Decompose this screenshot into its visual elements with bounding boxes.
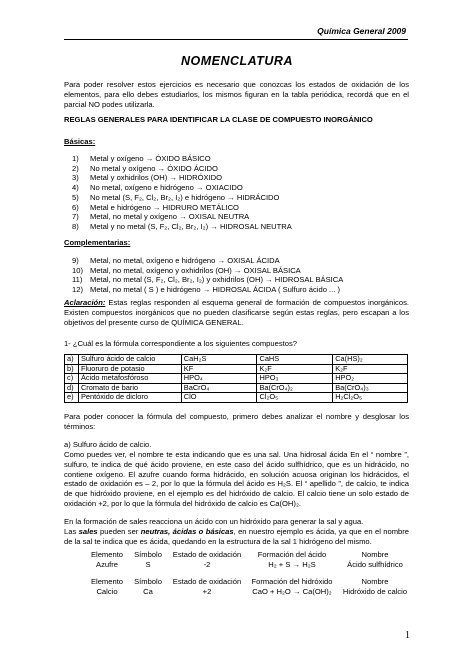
mini-header: Nombre: [361, 577, 389, 586]
rule-text: Metal y no metal (S, F₂, Cl₂, Br₂, I₂) → HIDROSAL NEUTRA: [90, 221, 292, 231]
formula-option[interactable]: BaCrO₄: [181, 383, 257, 393]
rule-text: No metal y oxígeno → ÓXIDO ÁCIDO: [90, 163, 218, 173]
mini-value: Azufre: [96, 560, 118, 569]
note-text: Estas reglas responden al esquema general de formación de compuestos inorgánicos. Existen compuestos inorgánicos que no pueden clasificarse según estas reglas, pero escapan a los objetivos del presente curso de QUÍMICA GENERAL.: [64, 298, 409, 327]
header-rule: [64, 39, 408, 40]
mini-value: Calcio: [96, 587, 118, 596]
row-letter: c): [65, 374, 79, 384]
mini-value: Hidróxido de calcio: [342, 587, 408, 596]
rule-item: [72, 154, 412, 164]
mini-header: Elemento: [90, 550, 124, 559]
rule-text: Metal, no metal, oxígeno y oxhidrilos (OH) → OXISAL BÁSICA: [90, 265, 301, 275]
mini-header: Estado de oxidación: [172, 577, 242, 586]
rules-heading: REGLAS GENERALES PARA IDENTIFICAR LA CLASE DE COMPUESTO INORGÁNICO: [64, 115, 373, 124]
formula-option[interactable]: KF: [181, 364, 257, 374]
rule-number: 5): [72, 192, 79, 202]
row-letter: d): [65, 383, 79, 393]
rule-item: [72, 212, 412, 222]
question-text: 1- ¿Cuál es la fórmula correspondiente a los siguientes compuestos?: [64, 339, 297, 348]
table-row: [65, 355, 408, 365]
formula-option[interactable]: ClO: [181, 393, 257, 403]
formula-option[interactable]: K₂F: [333, 364, 408, 374]
formula-option[interactable]: Ca(HS)₂: [333, 355, 408, 365]
formula-table: [64, 354, 408, 403]
formula-option[interactable]: CaHS: [257, 355, 333, 365]
basic-heading: Básicas:: [64, 137, 96, 146]
row-letter: e): [65, 393, 79, 403]
mini-header: Nombre: [361, 550, 389, 559]
formula-option[interactable]: HPO₃: [257, 374, 333, 384]
rule-text: No metal, oxígeno e hidrógeno → OXIACIDO: [90, 183, 243, 193]
mini-header: Elemento: [90, 577, 124, 586]
formula-option[interactable]: HPO₂: [333, 374, 408, 384]
rule-text: No metal (S, F₂, Cl₂, Br₂, I₂) e hidrógeno → HIDRÁCIDO: [90, 192, 280, 202]
mini-value: CaO + H₂O → Ca(OH)₂: [252, 587, 332, 596]
rule-item: [72, 222, 412, 232]
formula-option[interactable]: HPO₄: [181, 374, 257, 384]
rule-text: Metal, no metal, oxígeno e hidrógeno → OXISAL ÁCIDA: [90, 256, 280, 265]
salts-types: neutras, ácidas o básicas: [140, 527, 234, 536]
page-title: NOMENCLATURA: [180, 54, 293, 68]
rule-number: 10): [72, 265, 83, 275]
formula-option[interactable]: Ba(CrO₄)₂: [257, 383, 333, 393]
page-number: 1: [405, 630, 410, 641]
rule-text: Metal, no metal (S, F₂, Cl₂, Br₂, I₂) y oxhidrilos (OH) → HIDROSAL BÁSICA: [90, 275, 344, 285]
example-paragraph: Como puedes ver, el nombre te esta indicando que es una sal. Una hidrosal ácida En el “ nombre ”, sulfuro, te indica de qué ácido proviene, en este caso del ácido sulfhídrico, que es un hidrácido, no contiene oxígeno. El azufre cuando forma hidrácido, en solución acuosa originan los hidrácidos, el estado de oxidación es – 2, por lo que la fórmula del ácido es H₂S. El “ apellido ”, de calcio, te indica de que hidróxido proviene, en el ejemplo es del hidróxido de calcio. El calcio tiene un solo estado de oxidación +2, por lo que la fórmula del hidróxido de calcio es Ca(OH)₂.: [64, 450, 409, 508]
rule-number: 12): [72, 285, 83, 295]
course-header: Química General 2009: [317, 26, 406, 36]
rule-number: 7): [72, 212, 79, 222]
rule-item: [72, 164, 412, 174]
mini-value: +2: [202, 587, 212, 596]
mini-value: H₂ + S → H₂S: [268, 560, 316, 569]
rule-number: 2): [72, 163, 79, 173]
compound-name: Fluoruro de potasio: [78, 364, 181, 374]
note-paragraph: [64, 298, 409, 327]
row-letter: b): [65, 364, 79, 374]
salts-rest: , en nuestro ejemplo es ácida, ya que en el nombre de la sal te indica que es ácida, quedando en la estructura de la sal 1 hidrógeno del mismo.: [64, 527, 410, 546]
table-row: [65, 374, 408, 384]
rule-number: 8): [72, 221, 79, 231]
formula-option[interactable]: K₂F: [257, 364, 333, 374]
mini-header: Estado de oxidación: [172, 550, 242, 559]
formation-paragraph: En la formación de sales reacciona un ácido con un hidróxido para generar la sal y agua.: [64, 517, 364, 526]
rule-item: [72, 275, 412, 285]
rule-number: 11): [72, 275, 83, 285]
rule-number: 9): [72, 256, 79, 265]
compound-name: Cromato de bario: [78, 383, 181, 393]
rule-number: 3): [72, 173, 79, 183]
formula-option[interactable]: H₂Cl₂O₅: [333, 393, 408, 403]
complement-rules-list: [72, 256, 412, 295]
complement-heading: Complementarias:: [64, 238, 131, 247]
compound-name: Ácido metafosfóroso: [78, 374, 181, 384]
mini-value: S: [145, 560, 151, 569]
rule-item: [72, 256, 412, 266]
formula-option[interactable]: Cl₂O₅: [257, 393, 333, 403]
note-label: Aclaración:: [64, 298, 106, 307]
basic-rules-list: [72, 154, 412, 232]
salts-paragraph: [64, 527, 409, 547]
mini-header: Formación del hidróxido: [251, 577, 333, 586]
salts-mid: pueden ser: [97, 527, 141, 536]
compound-name: Sulfuro ácido de calcio: [78, 355, 181, 365]
formula-option[interactable]: CaH₂S: [181, 355, 257, 365]
formula-option[interactable]: Ba(CrO₄)₃: [333, 383, 408, 393]
mini-header: Formación del ácido: [257, 550, 327, 559]
rule-item: [72, 183, 412, 193]
mini-header: Símbolo: [134, 577, 162, 586]
row-letter: a): [65, 355, 79, 365]
rule-text: Metal, no metal y oxígeno → OXISAL NEUTRA: [90, 212, 250, 222]
analysis-paragraph: Para poder conocer la fórmula del compuesto, primero debes analizar el nombre y desglosar los términos:: [64, 412, 409, 431]
rule-text: Metal y oxhidrilos (OH) → HIDRÓXIDO: [90, 173, 223, 183]
table-row: [65, 393, 408, 403]
rule-text: Metal, no metal ( S ) e hidrógeno → HIDROSAL ÁCIDA ( Sulfuro ácido ... ): [90, 285, 340, 295]
mini-value: Ca: [143, 587, 153, 596]
salts-word: sales: [78, 527, 98, 536]
rule-number: 6): [72, 202, 79, 212]
salts-prefix: Las: [64, 527, 79, 536]
rule-item: [72, 193, 412, 203]
rule-number: 1): [72, 154, 79, 163]
rule-item: [72, 266, 412, 276]
mini-value: Ácido sulfhídrico: [347, 560, 403, 569]
compound-name: Pentóxido de dicloro: [78, 393, 181, 403]
rule-number: 4): [72, 183, 79, 193]
rule-item: [72, 173, 412, 183]
rule-text: Metal e hidrógeno → HIDRURO METÁLICO: [90, 202, 239, 212]
rule-item: [72, 285, 412, 295]
rule-item: [72, 203, 412, 213]
mini-value: -2: [203, 560, 211, 569]
mini-header: Símbolo: [134, 550, 162, 559]
intro-paragraph: Para poder resolver estos ejercicios es necesario que conozcas los estados de oxidación de los elementos, para ello debes estudiarlos, los mismos figuran en la tabla periódica, recordá que en el parcial NO podes utilizarla.: [64, 80, 409, 109]
rule-text: Metal y oxígeno → ÓXIDO BÁSICO: [90, 154, 211, 163]
example-heading: a) Sulfuro ácido de calcio.: [64, 440, 152, 449]
